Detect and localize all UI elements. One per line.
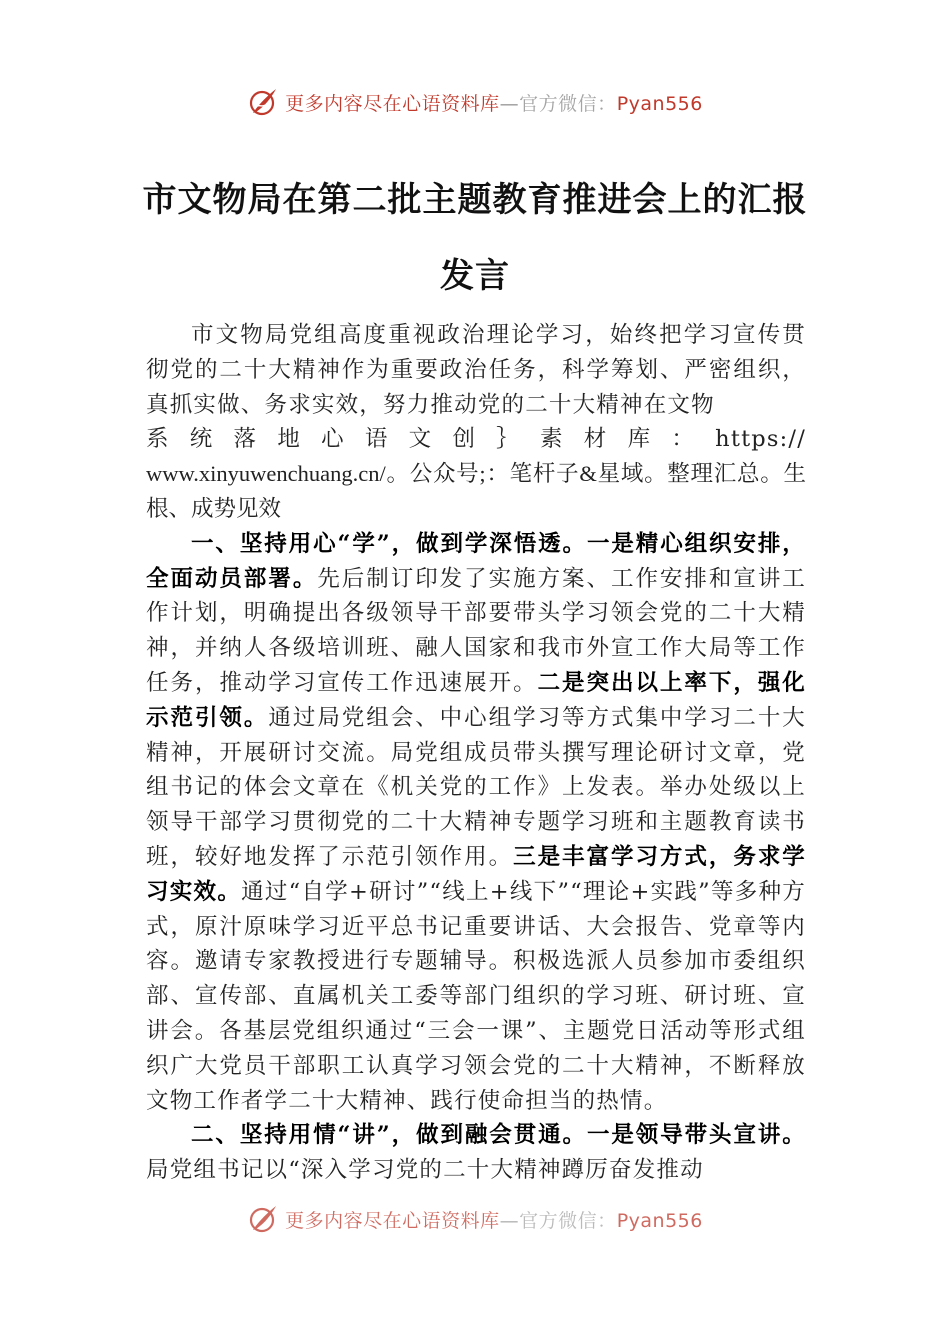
footer-watermark-code: Pyan556 <box>616 1209 703 1232</box>
section1-text3: 通过“自学+研讨”“线上+线下”“理论+实践”等多种方式，原汁原味学习近平总书记重要讲话、大会报告、党章等内容。邀请专家教授进行专题辅导。积极选派人员参加市委组织部、宣传部、直属机关工委等部门组织的学习班、研讨班、宣讲会。各基层党组织通过“三会一课”、主题党日活动等形式组织广大党员干部职工认真学习领会党的二十大精神，不断释放文物工作者学二十大精神、践行使命担当的热情。 <box>146 878 806 1114</box>
section1-lead3: 三是丰富学习方式，务求学习实效。 <box>146 843 806 905</box>
watermark-label: 官方微信： <box>519 92 617 115</box>
intro-url-line: www.xinyuwenchuang.cn/。公众号;：笔杆子&星域。整理汇总。生根、成势见效 <box>146 461 806 521</box>
footer-watermark-text <box>285 1206 703 1233</box>
page-title: 市文物局在第二批主题教育推进会上的汇报发言 <box>142 180 808 296</box>
section2-lead1: 一是领导带头宣讲。 <box>586 1122 806 1149</box>
intro-text: 市文物局党组高度重视政治理论学习，始终把学习宣传贯彻党的二十大精神作为重要政治任务，科学筹划、严密组织，真抓实做、务求实效，努力推动党的二十大精神在文物 <box>146 322 806 418</box>
section2-text1: 局党组书记以“深入学习党的二十大精神蹲厉奋发推动 <box>146 1157 704 1184</box>
footer-watermark-separator: — <box>499 1209 520 1232</box>
footer-watermark-main-text: 更多内容尽在心语资料库 <box>285 1209 500 1232</box>
section1-paragraph <box>146 527 806 1119</box>
section1-text2: 通过局党组会、中心组学习等方式集中学习二十大精神，开展研讨交流。局党组成员带头撰写理论研讨文章，党组书记的体会文章在《机关党的工作》上发表。举办处级以上领导干部学习贯彻党的二十大精神专题学习班和主题教育读书班，较好地发挥了示范引领作用。 <box>146 704 806 870</box>
footer-watermark <box>0 1206 950 1244</box>
watermark-text <box>285 89 703 116</box>
header-watermark <box>0 82 950 122</box>
intro-spread-line: 系统落地心语文创｝素材库：https:// <box>146 426 806 453</box>
watermark-code: Pyan556 <box>616 92 703 115</box>
intro-paragraph <box>146 318 806 527</box>
watermark-main-text: 更多内容尽在心语资料库 <box>285 92 500 115</box>
section1-lead2: 二是突出以上率下，强化示范引领。 <box>146 669 807 731</box>
section1-lead1: 一是精心组织安排，全面动员部署。 <box>146 530 806 592</box>
section2-heading: 二、坚持用情“讲”，做到融会贯通。 <box>191 1122 587 1149</box>
section1-text1: 先后制订印发了实施方案、工作安排和宣讲工作计划，明确提出各级领导干部要带头学习领会党的二十大精神，并纳人各级培训班、融人国家和我市外宣工作大局等工作任务，推动学习宣传工作迅速展开。 <box>146 565 806 696</box>
watermark-separator: — <box>499 92 520 115</box>
footer-watermark-label: 官方微信： <box>519 1209 617 1232</box>
document-body <box>146 318 806 1188</box>
section2-paragraph <box>146 1118 806 1188</box>
quill-logo-icon <box>247 1206 279 1235</box>
quill-logo-icon <box>247 86 279 118</box>
section1-heading: 一、坚持用心“学”，做到学深悟透。 <box>191 530 587 557</box>
